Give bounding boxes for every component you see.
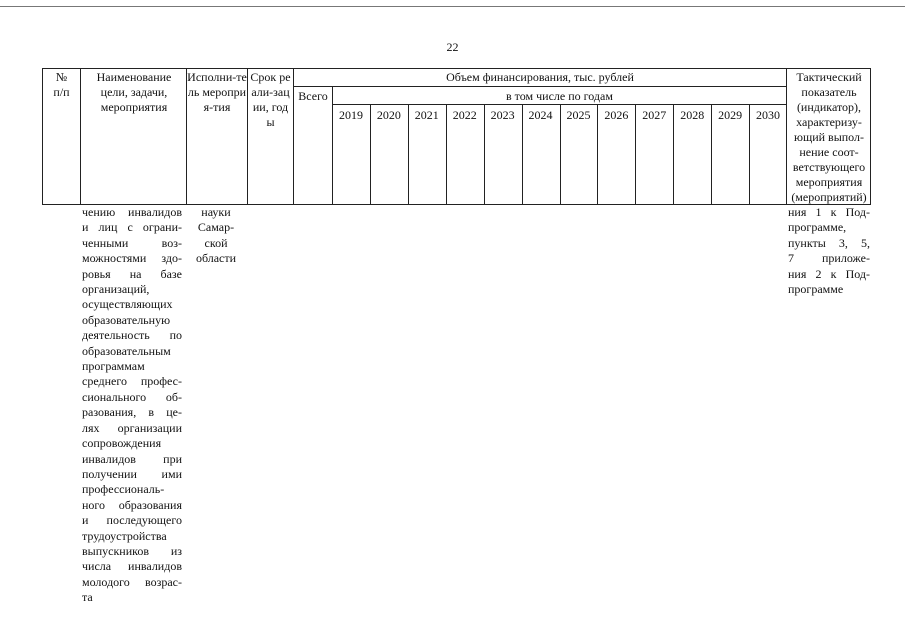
name-line: деятельность по — [82, 328, 182, 343]
header-year-2020: 2020 — [376, 108, 401, 122]
executor-line: Самар- — [197, 220, 235, 235]
indicator-line: 7 приложе- — [788, 251, 870, 266]
header-total-label: Всего — [298, 89, 328, 103]
name-line: ченными воз- — [82, 235, 182, 250]
row-indicator-text — [788, 205, 870, 297]
header-indicator-label: Тактический показатель (индикатор), характеризу-ющий выпол-нение соот-ветствующего мероприятия (мероприятий) — [791, 70, 867, 204]
header-year-2030: 2030 — [756, 108, 781, 122]
header-year-2026: 2026 — [604, 108, 629, 122]
executor-line: ской — [204, 235, 228, 250]
name-line: трудоустройства — [82, 528, 167, 543]
header-year-2022: 2022 — [452, 108, 477, 122]
indicator-line: программе — [788, 282, 844, 297]
name-line: и лиц с ограни- — [82, 220, 182, 235]
indicator-line: программе, — [788, 220, 847, 235]
header-year-2023: 2023 — [490, 108, 515, 122]
name-line: можностями здо- — [82, 251, 182, 266]
row-name-text — [82, 205, 182, 606]
header-year-2019: 2019 — [338, 108, 363, 122]
name-line: сионального об- — [82, 389, 182, 404]
header-year-2021: 2021 — [414, 108, 439, 122]
name-line: и последующего — [82, 513, 182, 528]
name-line: чению инвалидов — [82, 205, 182, 219]
header-year-2025: 2025 — [566, 108, 591, 122]
indicator-line: ния 1 к Под- — [788, 205, 870, 219]
row-executor-text — [188, 205, 244, 267]
name-line: выпускников из — [82, 543, 182, 558]
indicator-line: пункты 3, 5, — [788, 235, 870, 250]
executor-line: науки — [201, 205, 231, 219]
name-line: среднего профес- — [82, 374, 182, 389]
name-line: лях организации — [82, 420, 182, 435]
header-period-label: Срок реали-зации, годы — [250, 70, 291, 129]
name-line: профессиональ- — [82, 482, 165, 497]
header-year-2027: 2027 — [642, 108, 667, 122]
name-line: числа инвалидов — [82, 559, 182, 574]
name-line: сопровождения — [82, 436, 162, 451]
header-executor-label: Исполни-тель мероприя-тия — [187, 70, 247, 114]
executor-line: области — [195, 251, 237, 266]
name-line: разования, в це- — [82, 405, 182, 420]
header-num-label: № п/п — [53, 70, 70, 99]
name-line: осуществляющих — [82, 297, 173, 312]
header-financing-label: Объем финансирования, тыс. рублей — [446, 70, 634, 84]
name-line: инвалидов при — [82, 451, 182, 466]
name-line: та — [82, 590, 93, 605]
header-by-years-label: в том числе по годам — [506, 89, 613, 103]
name-line: ного образования — [82, 497, 182, 512]
header-year-2029: 2029 — [718, 108, 743, 122]
page-number: 22 — [446, 40, 459, 54]
name-line: ровья на базе — [82, 266, 182, 281]
header-year-2024: 2024 — [528, 108, 553, 122]
name-line: образовательным — [82, 343, 171, 358]
header-name-label: Наименование цели, задачи, мероприятия — [96, 70, 172, 114]
header-year-2028: 2028 — [680, 108, 705, 122]
scan-top-border — [0, 6, 905, 7]
name-line: образовательную — [82, 312, 171, 327]
indicator-line: ния 2 к Под- — [788, 266, 870, 281]
name-line: получении ими — [82, 466, 182, 481]
name-line: программам — [82, 359, 145, 374]
name-line: организаций, — [82, 282, 150, 297]
name-line: молодого возрас- — [82, 574, 182, 589]
